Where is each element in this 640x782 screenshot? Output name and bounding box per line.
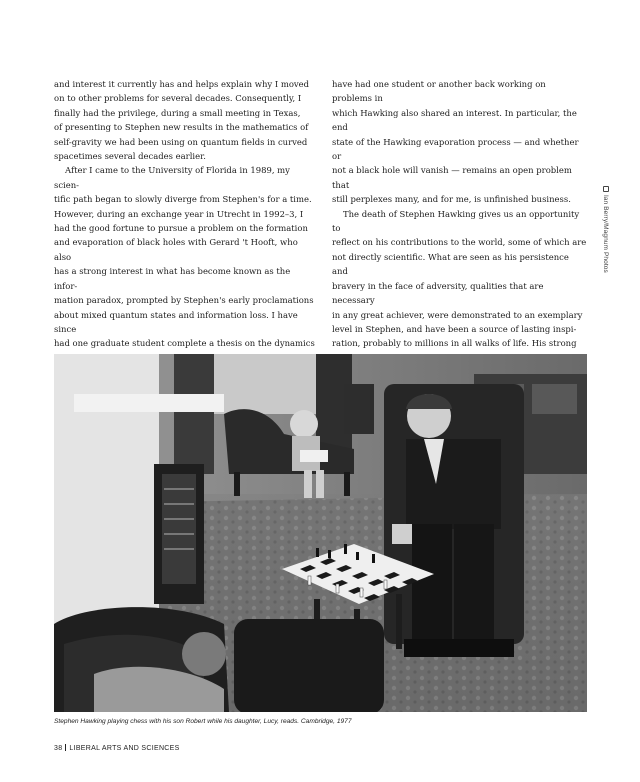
article-photo: [54, 354, 587, 712]
section-name: LIBERAL ARTS AND SCIENCES: [69, 745, 180, 752]
page-number: 38: [54, 745, 63, 752]
photo-credit-text: Ian Berry/Magnum Photos: [602, 195, 609, 273]
article-paragraph: The death of Stephen Hawking gives us an opportunity to reflect on his contributions to the world, some of which are not directly scientific. What are seen as his persistence and bravery in the face of adversity, qualities that are necessary in any great achiever, were demonstrated to an exemplary level in Stephen, and have been a source of lasting inspi- ration, probably to millions in all walks of life. His strong: [332, 208, 587, 349]
article-paragraph: and interest it currently has and helps explain why I moved on to other problems for several decades. Consequently, I finally had the privilege, during a small meeting in Texas, of presenting to Stephen new results in the mathematics of self-gravity we had been using on quantum fields in curved spacetimes several decades earlier.: [54, 79, 310, 162]
photo-caption: Stephen Hawking playing chess with his son Robert while his daughter, Lucy, reads. Cambridge, 1977: [54, 718, 352, 725]
photo-credit: [597, 186, 609, 326]
article-paragraph: After I came to the University of Florida in 1989, my scien- tific path began to slowly diverge from Stephen's for a time. However, during an exchange year in Utrecht in 1992–3, I had the good fortune to pursue a problem on the formation and evaporation of black holes with Gerard 't Hooft, who also has a strong interest in what has become known as the infor- mation paradox, prompted by Stephen's early proclamations about mixed quantum states and information loss. I have since had one graduate student complete a thesis on the dynamics: [54, 165, 315, 349]
copyright-icon: [603, 186, 609, 192]
article-paragraph: have had one student or another back working on problems in which Hawking also shared an interest. In particular, the end state of the Hawking evaporation process — and whether or not a black hole will vanish — remains an open problem that still perplexes many, and for me, is unfinished business.: [332, 79, 579, 205]
page-footer: [54, 744, 180, 752]
footer-divider: [65, 744, 66, 751]
